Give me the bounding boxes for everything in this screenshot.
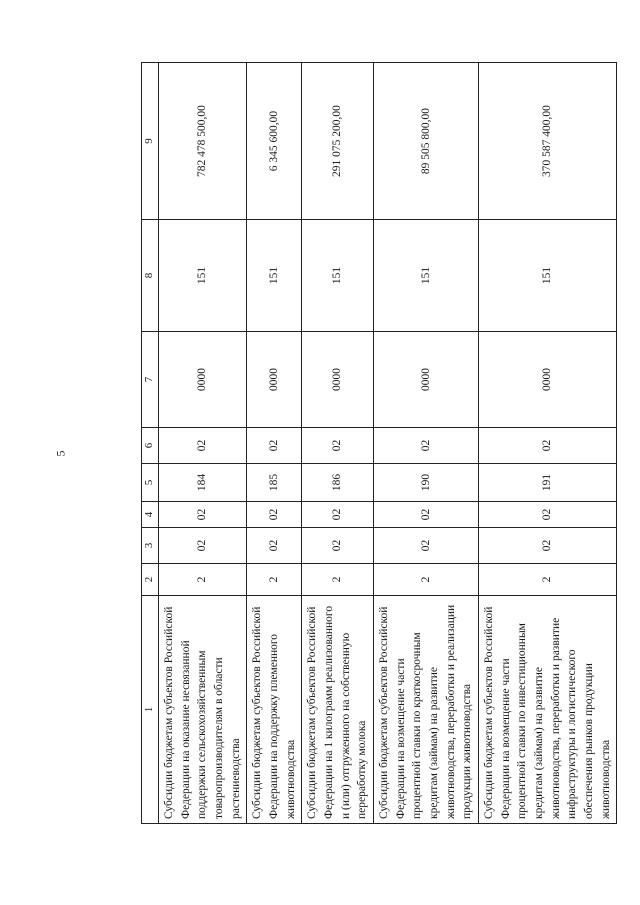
code-cell: 186: [302, 463, 374, 501]
table-row: [374, 62, 479, 823]
code-cell: 0000: [247, 331, 302, 427]
column-header: 1: [142, 595, 159, 823]
table-row: [479, 62, 617, 823]
code-cell: 2: [374, 563, 479, 595]
amount-cell: 6 345 600,00: [247, 62, 302, 219]
column-header: 4: [142, 501, 159, 527]
code-cell: 151: [158, 219, 246, 331]
table-row: [247, 62, 302, 823]
code-cell: 2: [302, 563, 374, 595]
code-cell: 02: [158, 501, 246, 527]
page-number: 5: [53, 450, 68, 457]
rotated-table-wrapper: [141, 63, 612, 824]
code-cell: 0000: [158, 331, 246, 427]
description-cell: Субсидии бюджетам субъектов Российской Федерации на возмещение части процентной ставки по инвестиционным кредитам (займам) на развитие животноводства, переработки и развитие инфраструктуры и логистического обеспечения рынков продукции животноводства: [479, 595, 617, 823]
description-cell: Субсидии бюджетам субъектов Российской Федерации на 1 килограмм реализованного и (или) отгруженного на собственную переработку молока: [302, 595, 374, 823]
code-cell: 151: [479, 219, 617, 331]
column-header: 3: [142, 527, 159, 563]
code-cell: 02: [247, 527, 302, 563]
amount-cell: 89 505 800,00: [374, 62, 479, 219]
column-header: 5: [142, 463, 159, 501]
code-cell: 02: [479, 527, 617, 563]
code-cell: 2: [158, 563, 246, 595]
code-cell: 02: [302, 427, 374, 463]
column-header: 9: [142, 62, 159, 219]
code-cell: 02: [374, 501, 479, 527]
code-cell: 185: [247, 463, 302, 501]
description-cell: Субсидии бюджетам субъектов Российской Федерации на возмещение части процентной ставки по краткосрочным кредитам (займам) на развитие животноводства, переработки и реализации продукции животноводства: [374, 595, 479, 823]
column-header: 6: [142, 427, 159, 463]
code-cell: 02: [479, 427, 617, 463]
description-cell: Субсидии бюджетам субъектов Российской Федерации на оказание несвязанной поддержки сельскохозяйственным товаропроизводителям в области растениеводства: [158, 595, 246, 823]
code-cell: 190: [374, 463, 479, 501]
amount-cell: 370 587 400,00: [479, 62, 617, 219]
code-cell: 02: [158, 527, 246, 563]
code-cell: 191: [479, 463, 617, 501]
code-cell: 184: [158, 463, 246, 501]
description-cell: Субсидии бюджетам субъектов Российской Федерации на поддержку племенного животноводства: [247, 595, 302, 823]
code-cell: 02: [302, 527, 374, 563]
code-cell: 02: [374, 427, 479, 463]
code-cell: 151: [374, 219, 479, 331]
amount-cell: 291 075 200,00: [302, 62, 374, 219]
code-cell: 0000: [302, 331, 374, 427]
code-cell: 02: [302, 501, 374, 527]
code-cell: 02: [158, 427, 246, 463]
budget-table: [141, 62, 617, 824]
code-cell: 151: [302, 219, 374, 331]
column-header: 7: [142, 331, 159, 427]
amount-cell: 782 478 500,00: [158, 62, 246, 219]
code-cell: 151: [247, 219, 302, 331]
code-cell: 02: [247, 427, 302, 463]
table-row: [302, 62, 374, 823]
code-cell: 0000: [374, 331, 479, 427]
column-header: 8: [142, 219, 159, 331]
code-cell: 02: [247, 501, 302, 527]
code-cell: 02: [374, 527, 479, 563]
column-header: 2: [142, 563, 159, 595]
code-cell: 02: [479, 501, 617, 527]
code-cell: 0000: [479, 331, 617, 427]
code-cell: 2: [247, 563, 302, 595]
table-row: [158, 62, 246, 823]
code-cell: 2: [479, 563, 617, 595]
column-header-row: [142, 62, 159, 823]
